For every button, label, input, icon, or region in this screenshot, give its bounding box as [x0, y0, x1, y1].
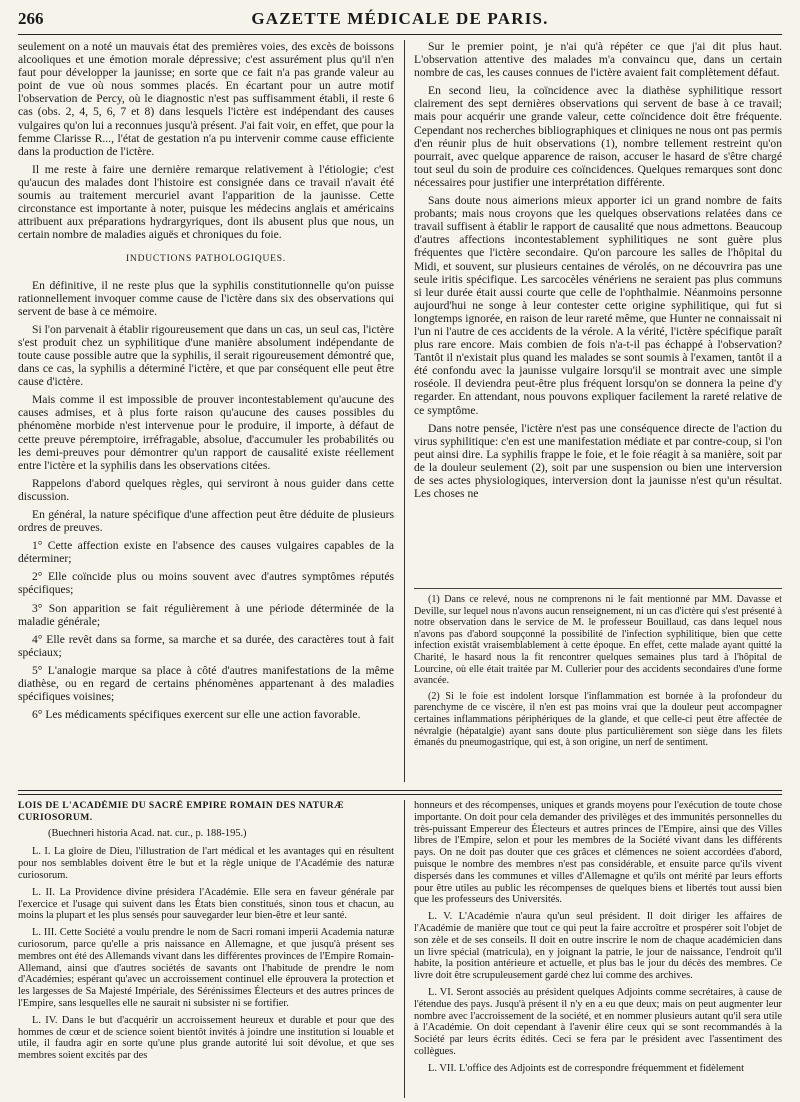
law-paragraph: L. I. La gloire de Dieu, l'illustration de l'art médical et les avantages qui en résultent pour nos semblables doivent être le but et la règle unique de l'Académie des naturæ curiosorum.: [18, 846, 394, 881]
paragraph: Il me reste à faire une dernière remarque relativement à l'étiologie; c'est qu'aucun des malades dont l'histoire est consignée dans ce travail n'avait été soumis au traitement mercuriel avant l'apparition de la jaunisse. Cette circonstance est importante à noter, puisque les médecins anglais et américains attribuent aux préparations hydrargyriques, dont ils abusent plus que nous, un certain nombre de maladies aiguës et chroniques du foie.: [18, 162, 394, 242]
law-paragraph: L. VI. Seront associés au président quelques Adjoints comme secrétaires, à cause de l'étendue des pays. Jusqu'à présent il n'y en a eu que deux; mais on peut augmenter leur nombre avec l'accroissement de la société, et en nommer plusieurs autant qu'il sera utile à l'Académie. On doit cependant à l'avenir élire ceux qui se sont recommandés à la Société par leurs écrits édités. Ceci se fera par le président avec l'assentiment des collègues.: [414, 986, 782, 1057]
list-item: 6° Les médicaments spécifiques exercent sur elle une action favorable.: [32, 708, 361, 722]
column-divider: [404, 40, 405, 782]
paragraph: En définitive, il ne reste plus que la syphilis constitutionnelle qu'on puisse rationnellement invoquer comme cause de l'ictère dans six des observations qui servent de base à ce mémoire.: [18, 278, 394, 318]
paragraph: seulement on a noté un mauvais état des premières voies, des excès de boissons alcooliques et une émotion morale dépressive; c'est assurément plus qu'il n'en faut pour développer la jaunisse; en sorte que ce fait n'a pas grande valeur au point de vue où nous sommes placés. En écartant pour un autre motif l'observation de Percy, où le diagnostic n'est pas suffisamment établi, il reste 6 cas (obs. 2, 4, 5, 6, 7 et 8) dans lesquels l'ictère est indépendant des causes vulgaires qu'on lui a reconnues jusqu'à présent. J'ai fait voir, en effet, que pour la femme Clarisse R..., l'état de gestation n'a pu intervenir comme cause efficiente dans la production de l'ictère.: [18, 40, 394, 158]
law-paragraph: L. IV. Dans le but d'acquérir un accroissement heureux et durable et pour que des hommes de cœur et de science soient bientôt invités à joindre une institution si louable et utile, il faudra agir en sorte qu'une plus grande autorité lui soit dévolue, et que ses membres soient excités par des: [18, 1014, 394, 1062]
paragraph: Rappelons d'abord quelques règles, qui serviront à nous guider dans cette discussion.: [18, 476, 394, 503]
footnotes: [414, 594, 782, 784]
feuilleton-title: LOIS DE L'ACADÉMIE DU SACRÉ EMPIRE ROMAIN DES NATURÆ CURIOSORUM.: [18, 800, 345, 823]
paragraph: Sur le premier point, je n'ai qu'à répéter ce que j'ai dit plus haut. L'observation attentive des malades m'a convaincu que, dans un certain nombre de cas, les causes connues de l'ictère avaient fait complètement défaut.: [414, 40, 782, 80]
article-left-column: [18, 40, 394, 782]
list-item: 4° Elle revêt dans sa forme, sa marche et sa durée, des caractères tout à fait spéciaux;: [18, 632, 394, 659]
law-paragraph: L. II. La Providence divine présidera l'Académie. Elle sera en faveur générale par l'exercice et l'usage qui suivent dans les États bien constitués, sinon tous et chacun, au moins la plupart et les plus sensés pour sauvegarder leur bien-être et leur santé.: [18, 886, 394, 922]
paragraph: En second lieu, la coïncidence avec la diathèse syphilitique ressort clairement des sept dernières observations qui servent de base à ce travail; mais pour acquérir une grande valeur, cette coïncidence doit être fréquente. Cependant nos recherches bibliographiques et cliniques ne nous ont pas permis d'en réunir plus de huit observations (1), nombre tellement restreint qu'on pourrait, avec quelque apparence de raison, accuser le hasard de s'être chargé tout seul du soin de produire ces coïncidences. Quelques remarques sont donc nécessaires pour justifier une interprétation différente.: [414, 84, 782, 189]
article-right-column: [414, 40, 782, 582]
list-item: 5° L'analogie marque sa place à côté d'autres manifestations de la même diathèse, ou en regard de certains phénomènes appartenant à des maladies spécifiques voisines;: [18, 663, 394, 704]
page-header: [18, 6, 782, 32]
journal-title: GAZETTE MÉDICALE DE PARIS.: [251, 9, 549, 28]
footnote: (2) Si le foie est indolent lorsque l'inflammation est bornée à la profondeur du parenchyme de ce viscère, il n'en est pas moins vrai que la douleur peut accompagner certaines inflammations périphériques de la glande, et que celle-ci peut être affectée de névralgie (hépatalgie) ayant sans doute plus particulièrement son siège dans les filets émanés du pneumogastrique, qui est, à son origine, un nerf de sentiment.: [414, 690, 782, 749]
paragraph: Si l'on parvenait à établir rigoureusement que dans un cas, un seul cas, l'ictère s'est produit chez un syphilitique d'une manière absolument indépendante de toute cause possible autre que la syphilis, il serait rigoureusement démontré que, dans ce cas, la syphilis a déterminé l'ictère, et que par conséquent elle peut être cause d'ictère.: [18, 322, 394, 389]
footnote-rule: [414, 588, 782, 589]
feuilleton-left-column: [18, 800, 394, 1100]
footnote: (1) Dans ce relevé, nous ne comprenons ni le fait mentionné par MM. Davasse et Deville, sur lequel nous n'avons aucun renseignement, ni un cas d'ictère qui s'est présenté à notre observation dans le service de M. le professeur Bouillaud, cas dans lequel nous n'avons pas d'abord soupçonné la possibilité de l'infection syphilitique, bien que cette infection existât vraisemblablement à cette époque. En effet, cette malade ayant quitté la Charité, le hasard nous la fit rencontrer quelques semaines plus tard à l'hôpital de Lourcine, où elle était traitée par M. Cullerier pour des accidents secondaires d'une forme avancée.: [414, 594, 782, 687]
paragraph: Dans notre pensée, l'ictère n'est pas une conséquence directe de l'action du virus syphilitique: c'en est une manifestation médiate et par contre-coup, si l'on peut ainsi dire. La syphilis frappe le foie, et le foie réagit à sa manière, soit par de la douleur seulement (2), soit par une suspension ou bien une interversion de ses actes physiologiques, interversion dont la jaunisse n'est qu'un résultat. Les choses ne: [414, 421, 782, 501]
list-item: 1° Cette affection existe en l'absence des causes vulgaires capables de la déterminer;: [18, 539, 394, 566]
law-paragraph: L. V. L'Académie n'aura qu'un seul président. Il doit diriger les affaires de l'Académie de manière que tout ce qui peut la faire accroître et prospérer soit l'objet de son zèle et de ses conseils. Il doit en outre inscrire le nom de chaque académicien dans un livre spécial (matricula), en y joignant la patrie, le jour de naissance, l'endroit qu'il habite, la position antérieure et actuelle, et plus bas le jour du décès des membres. Ce livre doit être scrupuleusement gardé chez lui comme des archives.: [414, 911, 782, 982]
law-paragraph: L. III. Cette Société a voulu prendre le nom de Sacri romani imperii Academia naturæ curiosorum, parce qu'elle a pris naissance en Allemagne, et que jusqu'à présent ses membres ont été des Allemands vivant dans les différentes provinces de l'Empire Romain-Allemand, ainsi que d'autres sociétés de savants ont l'habitude de prendre le nom d'Académies; espérant qu'avec un accroissement continuel elle éprouvera la protection et les largesses de Sa Majesté Impériale, des Sérénissimes Électeurs et des autres princes de l'Empire, sans lesquelles elle ne saurait ni subsister ni se fortifier.: [18, 927, 394, 1009]
section-heading: INDUCTIONS PATHOLOGIQUES.: [125, 254, 287, 265]
section-separator: [18, 790, 782, 795]
paragraph: En général, la nature spécifique d'une affection peut être déduite de plusieurs ordres de preuves.: [18, 508, 394, 535]
law-paragraph: L. VII. L'office des Adjoints est de correspondre fréquemment et fidèlement: [428, 1062, 744, 1074]
feuilleton-right-column: [414, 800, 782, 1100]
list-item: 3° Son apparition se fait régulièrement à une période déterminée de la maladie générale;: [18, 601, 394, 628]
feuilleton-source: (Buechneri historia Acad. nat. cur., p. 188-195.): [48, 827, 247, 839]
column-divider: [404, 800, 405, 1098]
list-item: 2° Elle coïncide plus ou moins souvent avec d'autres symptômes réputés spécifiques;: [18, 570, 394, 597]
law-paragraph: honneurs et des récompenses, uniques et grands moyens pour l'exécution de toute chose importante. On doit pour cela demander des privilèges et des immunités personnelles du très-puissant Empereur des Électeurs et autres princes de l'Empire, ainsi que des Villes libres de l'Empire, selon et pour les membres de la Société vivant dans les différents pays. On ne doit pas douter que ces grâces et clémences ne soient accordées d'abord, puisque le nombre des membres n'est pas considérable, et ensuite parce qu'ils vivent dispersés dans les communes et villes d'Allemagne et qu'ils ont mérité par leurs efforts pour être utiles au public les récompenses de quelques biens et libertés tout aussi bien que les professeurs des Universités.: [414, 800, 782, 906]
paragraph: Mais comme il est impossible de prouver incontestablement qu'aucune des causes admises, et à plus forte raison qu'aucune des causes possibles du phénomène morbide n'est intervenue pour le produire, il importe, à défaut de cette preuve péremptoire, irréfragable, absolue, d'accumuler les probabilités ou les demi-preuves pour démontrer qu'un rapport de causalité existe réellement entre l'ictère et la syphilis dans les observations citées.: [18, 393, 394, 472]
paragraph: Sans doute nous aimerions mieux apporter ici un grand nombre de faits probants; mais nous croyons que les quelques observations relatées dans ce travail suffisent à établir le rapport de causalité que nous admettons. Beaucoup d'autres affections incontestablement syphilitiques ne sont guère plus fréquentes que l'ictère secondaire. Qu'on parcoure les salles de l'hôpital du Midi, et souvent, sur plusieurs centaines de vérolés, on ne découvrira pas une seule iritis spécifique. Les sarcocèles vénériens ne seraient pas plus communs si leur durée était aussi courte que celle de l'ophthalmie. Néanmoins personne aujourd'hui ne songe à leur contester cette origine syphilitique, qui fut si longtemps ignorée, en raison de leur rareté même, que Hunter ne connaissait ni l'un ni l'autre de ces accidents de la vérole. A la vérité, l'ictère spécifique paraît plus rare encore. Mais combien de fois n'a-t-il pas échappé à l'observation? Tantôt il n'existait plus quand les malades se sont soumis à l'examen, tantôt il a été confondu avec la jaunisse vulgaire lorsqu'il se montrait avec une simple roséole. Il deviendra peut-être plus fréquent lorsqu'on se donnera la peine d'y regarder. En attendant, nous pouvons expliquer facilement la rareté relative de ce symptôme.: [414, 194, 782, 417]
page-number: 266: [18, 9, 44, 28]
header-rule: [18, 34, 782, 35]
